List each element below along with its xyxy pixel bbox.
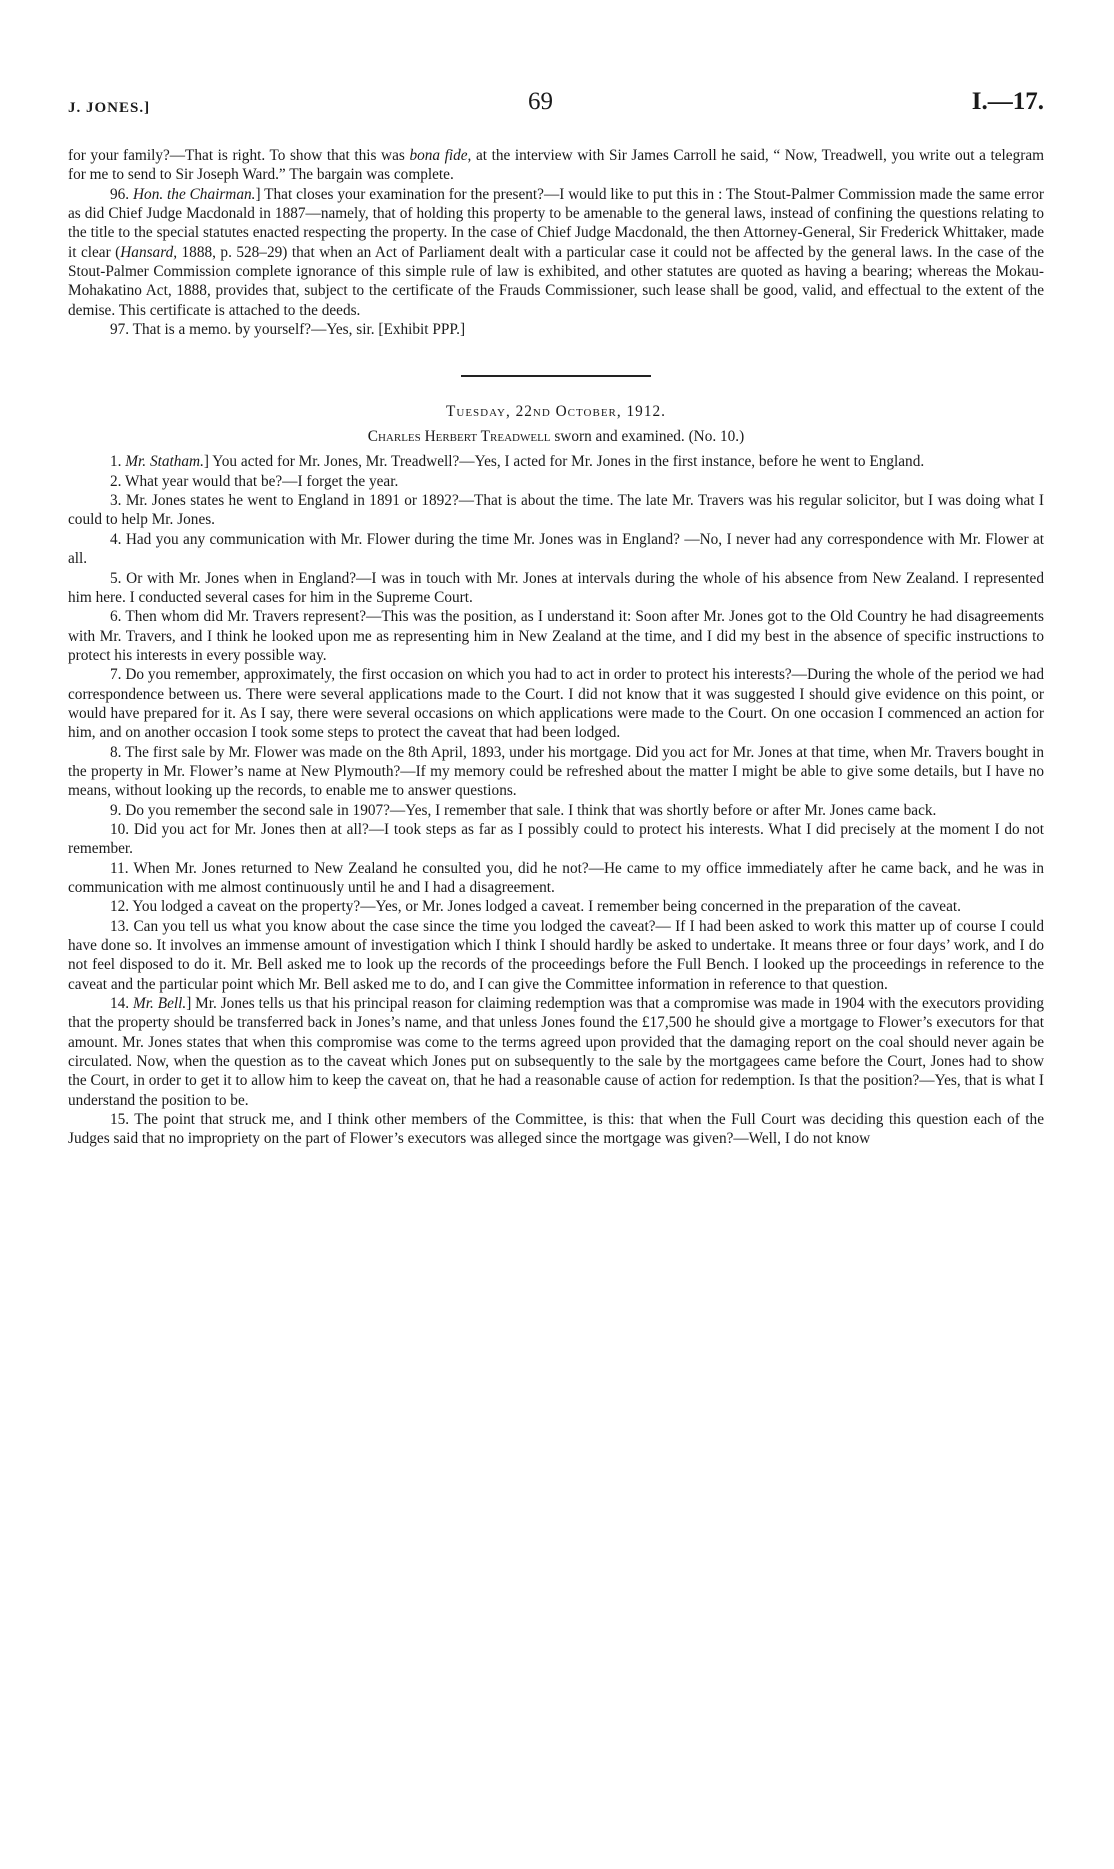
italic-text: bona fide,	[409, 147, 472, 164]
paragraph	[68, 607, 1044, 665]
paragraph	[68, 897, 1044, 916]
italic-text: Mr. Statham.	[125, 453, 204, 471]
paragraphs-before-session	[68, 146, 1044, 339]
witness-heading	[68, 427, 1044, 447]
paragraph	[68, 665, 1044, 742]
witness-status: sworn and examined. (No. 10.)	[550, 428, 745, 446]
running-header	[68, 86, 1044, 126]
paragraph	[68, 859, 1044, 898]
paragraph	[68, 452, 1044, 471]
paragraph-text: 8. The first sale by Mr. Flower was made on the 8th April, 1893, under his mortgage. Did you act for Mr. Jones at that time, when Mr. Travers bought in the property in Mr. Flower’s name at New Plymouth?—If my memory could be refreshed about the matter I might be able to give some details, but I have no means, without looking up the records, to enable me to answer questions.	[68, 743, 1044, 800]
paragraph-text: ] You acted for Mr. Jones, Mr. Treadwell?—Yes, I acted for Mr. Jones in the first instance, before he went to England.	[203, 453, 925, 471]
paragraph-text: 15. The point that struck me, and I think other members of the Committee, is this: that when the Full Court was deciding this question each of the Judges said that no impropriety on the part of Flower’s executors was alleged since the mortgage was given?—Well, I do not know	[68, 1111, 1044, 1148]
paragraph	[68, 917, 1044, 994]
paragraph	[68, 569, 1044, 608]
paragraph	[68, 994, 1044, 1110]
paragraph-text: for your family?—That is right. To show that this was	[68, 147, 410, 164]
italic-text: Mr. Bell.	[133, 995, 187, 1013]
paragraph-text: 12. You lodged a caveat on the property?—Yes, or Mr. Jones lodged a caveat. I remember being concerned in the preparation of the caveat.	[110, 898, 961, 916]
section-divider	[461, 375, 651, 377]
paragraph-text: 5. Or with Mr. Jones when in England?—I was in touch with Mr. Jones at intervals during the whole of his absence from New Zealand. I represented him here. I conducted several cases for him in the Supreme Court.	[68, 569, 1044, 606]
paragraph	[68, 491, 1044, 530]
paragraph-text: 6. Then whom did Mr. Travers represent?—This was the position, as I understand it: Soon after Mr. Jones got to the Old Country he had disagreements with Mr. Travers, and I think he looked upon me as representing him in New Zealand at the time, and I did my best in the absence of specific instructions to protect his interests in every possible way.	[68, 608, 1044, 664]
paragraph-text: 2. What year would that be?—I forget the year.	[110, 472, 399, 490]
paragraph-text: 96.	[110, 185, 133, 203]
document-page	[68, 86, 1044, 1149]
paragraph-text: ] Mr. Jones tells us that his principal reason for claiming redemption was that a compromise was made in 1904 with the executors providing that the property should be transferred back in Jones’s name, and that unless Jones found the £17,500 he should give a mortgage to Flower’s executors for that amount. Mr. Jones states that when this compromise was come to the terms agreed upon provided that the damaging report on the coal should never again be circulated. Now, when the question as to the caveat which Jones put on subsequently to the sale by the mortgagees came before the Court, Jones had to show the Court, in order to get it to allow him to keep the caveat on, that he had a reasonable cause of action for redemption. Is that the position?—Yes, that is what I understand the position to be.	[68, 995, 1044, 1109]
witness-name: Charles Herbert Treadwell	[367, 428, 551, 446]
paragraph-text: 10. Did you act for Mr. Jones then at all?—I took steps as far as I possibly could to protect his interests. What I did precisely at the moment I do not remember.	[68, 820, 1044, 858]
paragraph	[68, 146, 1044, 185]
witness-marker: J. JONES.]	[68, 100, 151, 116]
paragraph	[68, 320, 1044, 339]
paragraph-text: 1888, p. 528–29) that when an Act of Parliament dealt with a particular case it could not be affected by the general laws. In the case of the Stout-Palmer Commission complete ignorance of this simple rule of law is exhibited, and other statutes are quoted as having a bearing; whereas the Mokau-Mohakatino Act, 1888, provides that, subject to the certificate of the Frauds Commissioner, such lease shall be good, valid, and effectual to the extent of the demise. This certificate is attached to the deeds.	[68, 243, 1044, 319]
session-date: Tuesday, 22nd October, 1912.	[446, 403, 666, 421]
paragraph-text: 7. Do you remember, approximately, the first occasion on which you had to act in order to protect his interests?—During the whole of the period we had correspondence between us. There were several applications made to the Court. I did not know that it was suggested I should give evidence on this point, or would have prepared for it. As I say, there were several occasions on which applications were made to the Court. On one occasion I commenced an action for him, and on another occasion I took some steps to protect the caveat that had been lodged.	[68, 666, 1044, 742]
paragraph	[68, 1110, 1044, 1149]
paragraph-text: ] That closes your examination for the present?—I would like to put this in : The Stout-Palmer Commission made the same error as did Chief Judge Macdonald in 1887—namely, that of holding this property to be amenable to the general laws, instead of confining the questions relating to the title to the special statutes enacted respecting the property. In the case of Chief Judge Macdonald, the then Attorney-General, Sir Frederick Whittaker, made it clear (	[68, 185, 1044, 261]
paragraph-text: 97. That is a memo. by yourself?—Yes, sir. [Exhibit PPP.]	[110, 321, 466, 339]
paragraph	[68, 185, 1044, 320]
paragraph	[68, 472, 1044, 491]
paragraph-text: 13. Can you tell us what you know about the case since the time you lodged the caveat?— If I had been asked to work this matter up of course I could have done so. It involves an immense amount of investigation which I think I should hardly be asked to undertake. It means three or four days’ work, and I do not feel disposed to do it. Mr. Bell asked me to look up the records of the proceedings before the Full Bench. I looked up the proceedings in reference to the caveat and the particular point which Mr. Bell asked me to do, and I can give the Committee information in reference to that question.	[68, 917, 1044, 993]
paragraph-text: 14.	[110, 995, 134, 1013]
paragraph-text: 11. When Mr. Jones returned to New Zealand he consulted you, did he not?—He came to my office immediately after he came back, and he was in communication with me almost continuously until he and I had a disagreement.	[68, 859, 1044, 896]
paragraph-text: 3. Mr. Jones states he went to England in 1891 or 1892?—That is about the time. The late Mr. Travers was his regular solicitor, but I was doing what I could to help Mr. Jones.	[68, 492, 1044, 529]
paragraph-text: 4. Had you any communication with Mr. Flower during the time Mr. Jones was in England? —No, I never had any correspondence with Mr. Flower at all.	[68, 530, 1044, 568]
paragraph-text: at the interview with Sir James Carroll he said, “ Now, Treadwell, you write out a telegram for me to send to Sir Joseph Ward.” The bargain was complete.	[68, 147, 1045, 184]
paragraphs-after-session	[68, 452, 1044, 1148]
paragraph	[68, 801, 1044, 820]
paragraph-text: 1.	[110, 453, 126, 471]
paragraph	[68, 743, 1044, 801]
paper-reference: I.—17.	[971, 88, 1044, 115]
paragraph	[68, 530, 1044, 569]
italic-text: Hansard,	[120, 243, 178, 261]
page-number: 69	[528, 88, 553, 115]
paragraph	[68, 820, 1044, 859]
italic-text: Hon. the Chairman.	[133, 185, 256, 203]
paragraph-text: 9. Do you remember the second sale in 1907?—Yes, I remember that sale. I think that was shortly before or after Mr. Jones came back.	[110, 801, 937, 819]
document-body	[68, 146, 1044, 1149]
